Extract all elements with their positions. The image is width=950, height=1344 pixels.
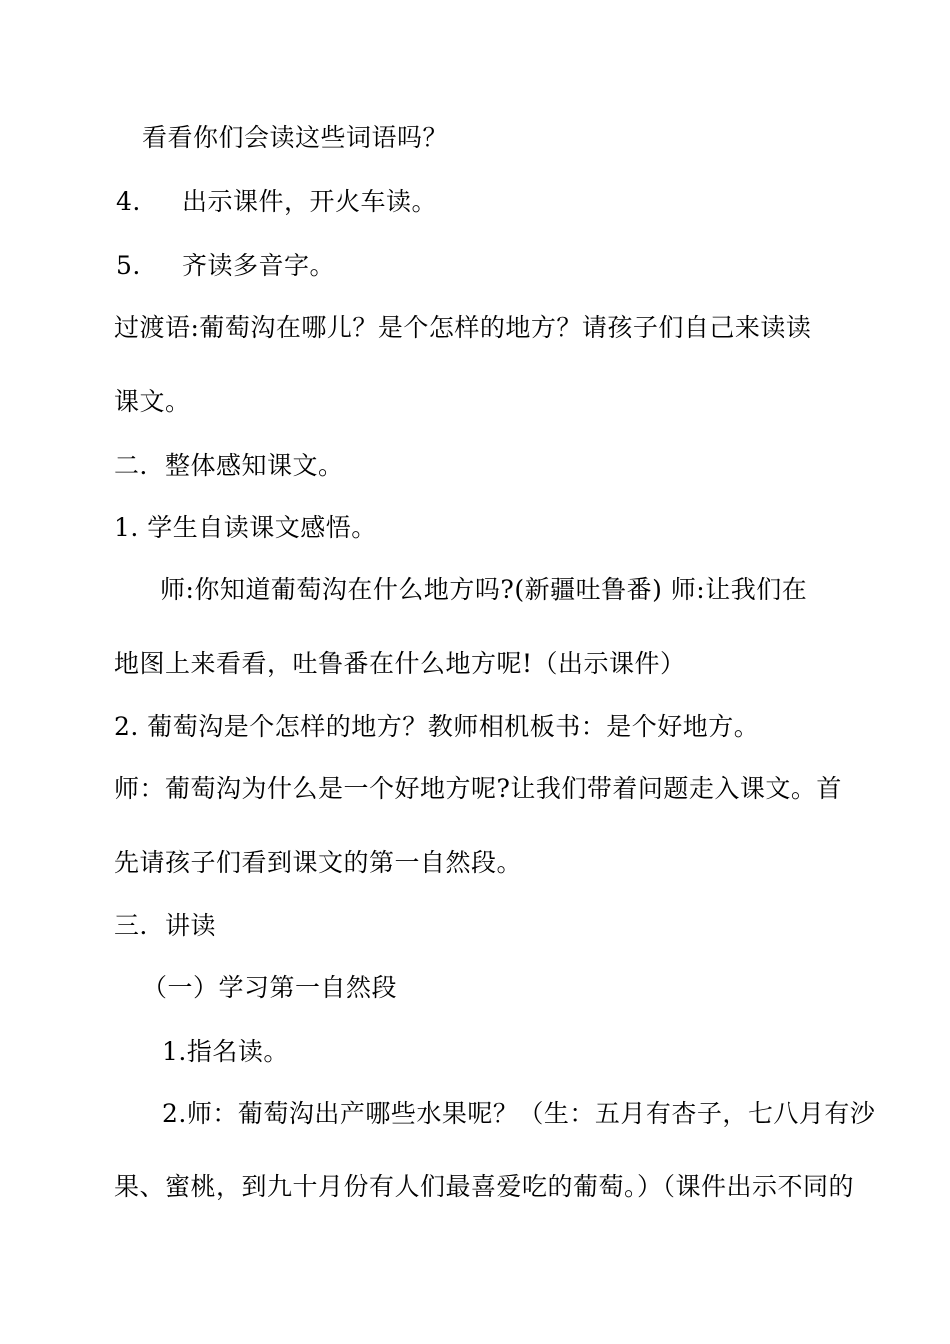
text-line: 师:你知道葡萄沟在什么地方吗?(新疆吐鲁番) 师:让我们在 <box>160 575 808 604</box>
list-item <box>116 250 335 282</box>
text-line: 看看你们会读这些词语吗？ <box>142 123 449 152</box>
text-line: 1.指名读。 <box>162 1037 289 1066</box>
text-line: 过渡语:葡萄沟在哪儿？是个怎样的地方？请孩子们自己来读读 <box>114 313 812 342</box>
list-item <box>116 186 437 218</box>
section-heading: 二．整体感知课文。 <box>114 451 344 480</box>
section-heading: 三．讲读 <box>114 911 217 940</box>
text-line: 1. 学生自读课文感悟。 <box>114 513 377 542</box>
text-line: 先请孩子们看到课文的第一自然段。 <box>114 848 523 877</box>
list-item-text: 齐读多音字。 <box>182 251 336 280</box>
text-line: 果、蜜桃，到九十月份有人们最喜爱吃的葡萄。）（课件出示不同的 <box>114 1172 855 1201</box>
list-item-text: 出示课件，开火车读。 <box>182 187 438 216</box>
list-number: 4. <box>116 187 141 216</box>
subsection-heading: （一）学习第一自然段 <box>142 973 398 1002</box>
text-line: 课文。 <box>114 387 191 416</box>
text-line: 2.师：葡萄沟出产哪些水果呢？（生：五月有杏子，七八月有沙 <box>162 1099 876 1128</box>
list-number: 5. <box>116 251 141 280</box>
text-line: 地图上来看看，吐鲁番在什么地方呢!（出示课件） <box>114 649 686 678</box>
text-line: 师：葡萄沟为什么是一个好地方呢?让我们带着问题走入课文。首 <box>114 774 842 803</box>
text-line: 2. 葡萄沟是个怎样的地方？教师相机板书：是个好地方。 <box>114 712 760 741</box>
